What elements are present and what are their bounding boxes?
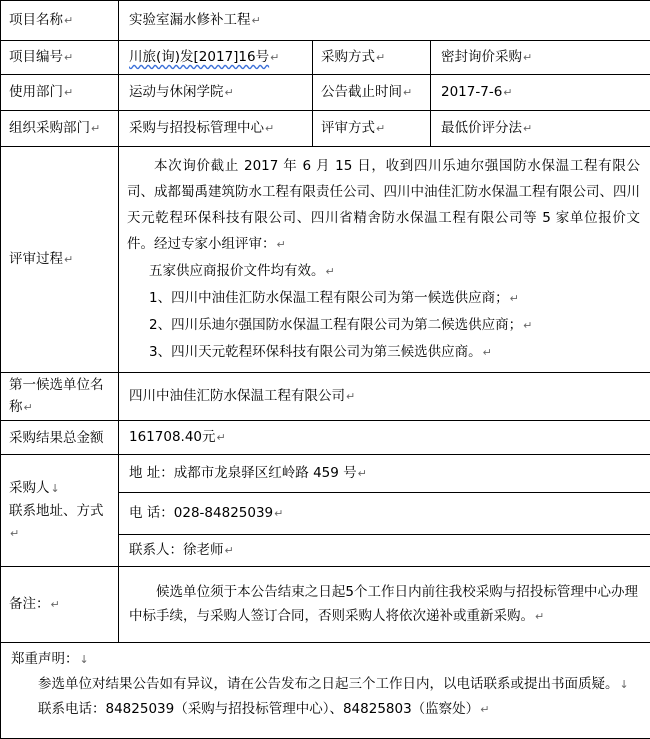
row-remark — [1, 567, 650, 643]
review-process-label: 评审过程↵ — [1, 147, 119, 373]
row-contact-address — [1, 455, 650, 493]
paragraph-mark-icon: ↵ — [326, 265, 335, 278]
candidate-item: 1、四川中油佳汇防水保温工程有限公司为第一候选供应商；↵ — [127, 285, 640, 312]
statement-title: 郑重声明：↓ — [11, 647, 640, 672]
review-method-value: 最低价评分法↵ — [431, 111, 650, 147]
paragraph-mark-icon: ↵ — [376, 122, 385, 135]
paragraph-mark-icon: ↵ — [64, 86, 73, 99]
paragraph-mark-icon: ↵ — [523, 51, 532, 64]
row-statement — [1, 643, 650, 739]
contact-address: 地 址：成都市龙泉驿区红岭路 459 号↵ — [119, 455, 650, 493]
first-candidate-label: 第一候选单位名称↵ — [1, 373, 119, 421]
project-name-label: 项目名称↵ — [1, 1, 119, 41]
review-summary: 五家供应商报价文件均有效。↵ — [127, 258, 640, 285]
organizer-label: 组织采购部门↵ — [1, 111, 119, 147]
total-amount-label: 采购结果总金额 — [1, 421, 119, 455]
paragraph-mark-icon: ↵ — [91, 122, 100, 135]
project-name-value: 实验室漏水修补工程↵ — [119, 1, 650, 41]
paragraph-mark-icon: ↵ — [535, 610, 544, 623]
paragraph-mark-icon: ↵ — [217, 431, 226, 444]
paragraph-mark-icon: ↵ — [270, 51, 279, 64]
contact-phone: 电 话：028-84825039↵ — [119, 493, 650, 535]
organizer-value: 采购与招投标管理中心↵ — [119, 111, 313, 147]
paragraph-mark-icon: ↵ — [225, 86, 234, 99]
contact-label-line2: 联系地址、方式↵ — [9, 500, 110, 545]
row-organizer — [1, 111, 650, 147]
row-review-process — [1, 147, 650, 373]
paragraph-mark-icon: ↵ — [346, 390, 355, 403]
paragraph-mark-icon: ↵ — [403, 86, 412, 99]
line-break-icon: ↓ — [80, 653, 89, 666]
paragraph-mark-icon: ↵ — [225, 544, 234, 557]
row-department — [1, 75, 650, 111]
paragraph-mark-icon: ↵ — [480, 703, 489, 716]
project-number-value: 川旅(询)发[2017]16号↵ — [119, 41, 313, 75]
review-method-label: 评审方式↵ — [313, 111, 431, 147]
paragraph-mark-icon: ↵ — [252, 14, 261, 27]
total-amount-value: 161708.40元↵ — [119, 421, 650, 455]
paragraph-mark-icon: ↵ — [64, 253, 73, 266]
paragraph-mark-icon: ↵ — [10, 527, 19, 540]
paragraph-mark-icon: ↵ — [376, 51, 385, 64]
paragraph-mark-icon: ↵ — [274, 507, 283, 520]
candidate-item: 3、四川天元乾程环保科技有限公司为第三候选供应商。↵ — [127, 339, 640, 366]
first-candidate-value: 四川中油佳汇防水保温工程有限公司↵ — [119, 373, 650, 421]
paragraph-mark-icon: ↵ — [277, 238, 286, 251]
paragraph-mark-icon: ↵ — [503, 86, 512, 99]
review-intro: 本次询价截止 2017 年 6 月 15 日，收到四川乐迪尔强国防水保温工程有限公司、成都蜀禹建筑防水工程有限责任公司、四川中油佳汇防水保温工程有限公司、四川天元乾程环保科技有限公司、四川省精舍防水保温工程有限公司等 5 家单位报价文件。经过专家小组评审：↵ — [127, 153, 640, 258]
deadline-label: 公告截止时间↵ — [313, 75, 431, 111]
line-break-icon: ↓ — [620, 678, 629, 691]
project-number-label: 项目编号↵ — [1, 41, 119, 75]
statement-contact: 联系电话：84825039（采购与招投标管理中心）、84825803（监察处）↵ — [11, 697, 640, 722]
remark-label: 备注：↵ — [1, 567, 119, 643]
procurement-method-label: 采购方式↵ — [313, 41, 431, 75]
contact-label-line1: 采购人↓ — [9, 477, 110, 500]
paragraph-mark-icon: ↵ — [24, 401, 33, 414]
row-first-candidate — [1, 373, 650, 421]
review-process-content — [119, 147, 650, 373]
paragraph-mark-icon: ↵ — [358, 467, 367, 480]
procurement-method-value: 密封询价采购↵ — [431, 41, 650, 75]
candidate-item: 2、四川乐迪尔强国防水保温工程有限公司为第二候选供应商；↵ — [127, 312, 640, 339]
paragraph-mark-icon: ↵ — [64, 14, 73, 27]
statement-body: 参选单位对结果公告如有异议，请在公告发布之日起三个工作日内，以电话联系或提出书面质疑。↓ — [11, 672, 640, 697]
department-value: 运动与休闲学院↵ — [119, 75, 313, 111]
contact-label — [1, 455, 119, 567]
contact-person: 联系人：徐老师↵ — [119, 535, 650, 567]
paragraph-mark-icon: ↵ — [510, 292, 519, 305]
remark-text: 候选单位须于本公告结束之日起5个工作日内前往我校采购与招投标管理中心办理中标手续，与采购人签订合同，否则采购人将依次递补或重新采购。↵ — [119, 567, 650, 643]
paragraph-mark-icon: ↵ — [483, 346, 492, 359]
paragraph-mark-icon: ↵ — [265, 122, 274, 135]
department-label: 使用部门↵ — [1, 75, 119, 111]
paragraph-mark-icon: ↵ — [523, 319, 532, 332]
deadline-value: 2017-7-6↵ — [431, 75, 650, 111]
row-total-amount — [1, 421, 650, 455]
paragraph-mark-icon: ↵ — [523, 122, 532, 135]
row-project-number — [1, 41, 650, 75]
row-project-name — [1, 1, 650, 41]
paragraph-mark-icon: ↵ — [51, 598, 60, 611]
paragraph-mark-icon: ↵ — [64, 51, 73, 64]
line-break-icon: ↓ — [51, 482, 60, 495]
statement-cell — [1, 643, 650, 739]
